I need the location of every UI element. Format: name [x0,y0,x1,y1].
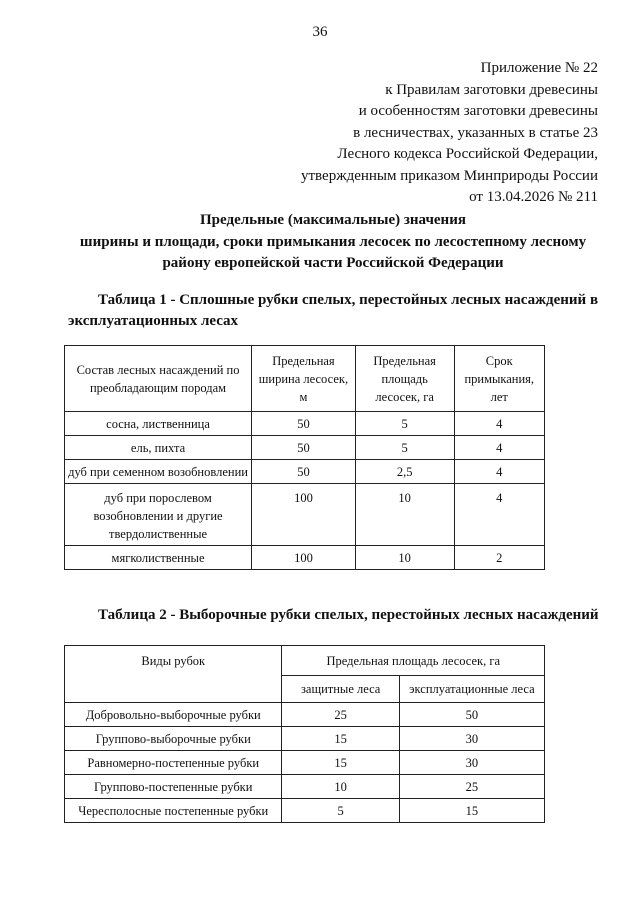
table2-header-row [65,646,545,676]
table-cell: Добровольно-выборочные рубки [65,703,282,727]
appendix-line: в лесничествах, указанных в статье 23 [353,124,598,141]
page-number: 36 [312,24,328,40]
document-title [40,210,626,275]
table-cell: мягколиственные [65,546,252,570]
table1-header-species: Состав лесных насаждений по преобладающим породам [65,346,252,412]
table-row [65,460,545,484]
table-cell: Группово-выборочные рубки [65,727,282,751]
table-cell: 5 [282,799,399,823]
table1-caption [68,290,608,332]
table-row [65,703,545,727]
table-cell: 4 [454,436,545,460]
table-row [65,412,545,436]
table2-header-protective: защитные леса [282,676,399,703]
table-cell: 4 [454,460,545,484]
table-row [65,751,545,775]
table-cell: 15 [282,751,399,775]
table-cell: 30 [399,751,544,775]
table1-caption-line2: эксплуатационных лесах [68,313,239,329]
table-cell: 100 [252,484,356,546]
table2-header-area: Предельная площадь лесосек, га [282,646,545,676]
table1-header-area: Предельная площадь лесосек, га [355,346,454,412]
table1-header-term: Срок примыкания, лет [454,346,545,412]
table-cell: 2,5 [355,460,454,484]
table1 [64,345,545,570]
table-cell: 15 [282,727,399,751]
appendix-line: к Правилам заготовки древесины [385,81,598,98]
table1-header-width: Предельная ширина лесосек, м [252,346,356,412]
table-row [65,727,545,751]
table-row [65,799,545,823]
table-cell: 15 [399,799,544,823]
table-row [65,436,545,460]
table-cell: Группово-постепенные рубки [65,775,282,799]
appendix-line: и особенностям заготовки древесины [358,103,598,119]
appendix-line: Лесного кодекса Российской Федерации, [337,146,598,162]
table-cell: Чересполосные постепенные рубки [65,799,282,823]
table2-header-type: Виды рубок [65,646,282,703]
table2-header-exploitation: эксплуатационные леса [399,676,544,703]
title-line: району европейской части Российской Федерации [162,255,504,271]
appendix-block [301,58,598,209]
table-cell: 50 [252,436,356,460]
appendix-line: от 13.04.2026 № 211 [469,189,598,205]
table1-caption-line1: Таблица 1 - Сплошные рубки спелых, перестойных лесных насаждений в [98,292,599,308]
table-cell: 5 [355,436,454,460]
table-cell: 10 [355,546,454,570]
table-cell: 25 [399,775,544,799]
table-cell: Равномерно-постепенные рубки [65,751,282,775]
table2-caption: Таблица 2 - Выборочные рубки спелых, перестойных лесных насаждений [98,607,599,623]
table-cell: дуб при семенном возобновлении [65,460,252,484]
table-cell: 2 [454,546,545,570]
table-cell: дуб при порослевом возобновлении и другие твердолиственные [65,484,252,546]
table-cell: 30 [399,727,544,751]
table-cell: 4 [454,412,545,436]
table-cell: 4 [454,484,545,546]
table-row [65,484,545,546]
table-cell: 25 [282,703,399,727]
title-line: Предельные (максимальные) значения [200,212,466,228]
table-row [65,775,545,799]
table1-header-row [65,346,545,412]
title-line: ширины и площади, сроки примыкания лесосек по лесостепному лесному [79,233,587,250]
table-cell: 10 [282,775,399,799]
table-cell: 5 [355,412,454,436]
table-cell: 10 [355,484,454,546]
table-cell: 50 [252,412,356,436]
appendix-line: Приложение № 22 [480,60,598,76]
table-cell: ель, пихта [65,436,252,460]
table-cell: 50 [252,460,356,484]
table-cell: 100 [252,546,356,570]
table2 [64,645,545,823]
table-cell: сосна, лиственница [65,412,252,436]
appendix-line: утвержденным приказом Минприроды России [301,167,598,184]
table-cell: 50 [399,703,544,727]
table-row [65,546,545,570]
